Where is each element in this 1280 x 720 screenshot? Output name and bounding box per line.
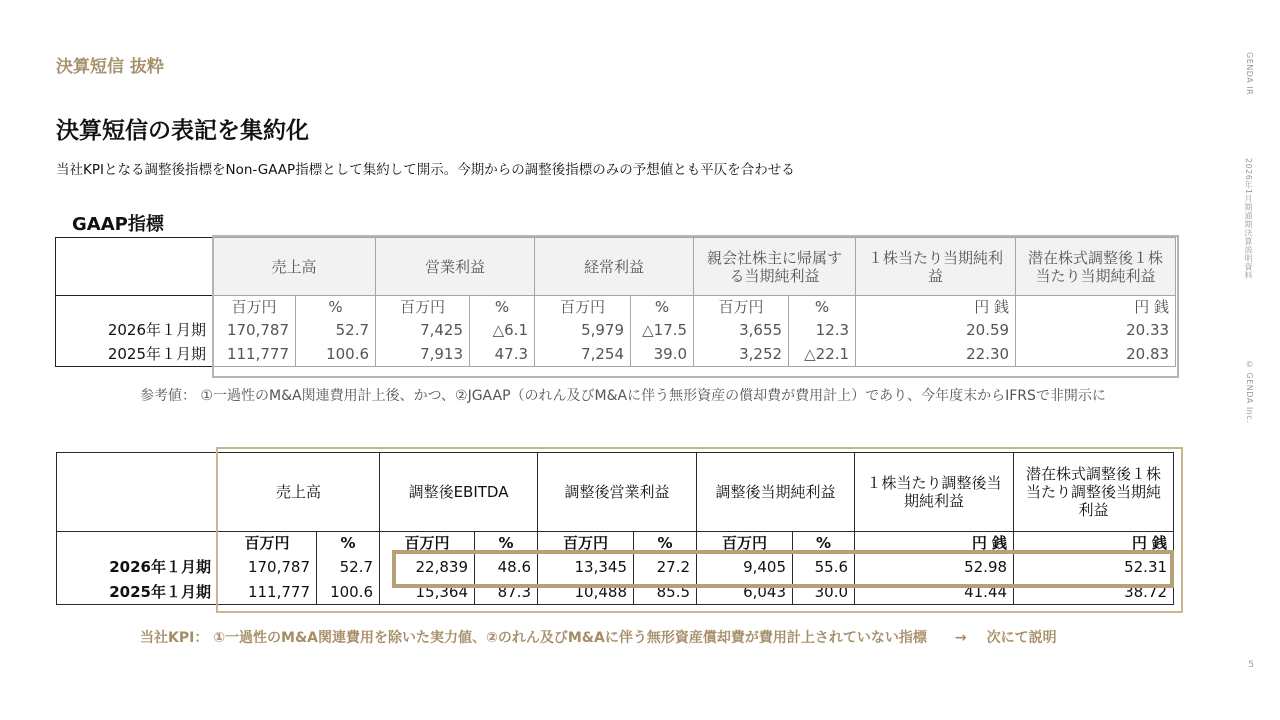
value-cell: 5,979 (535, 318, 631, 342)
corner-cell (57, 532, 218, 555)
value-cell: 52.98 (855, 554, 1014, 579)
unit-cell: 百万円 (218, 532, 317, 555)
value-cell: △17.5 (631, 318, 694, 342)
value-cell: 48.6 (475, 554, 538, 579)
unit-cell: % (475, 532, 538, 555)
value-cell: 20.83 (1016, 342, 1176, 367)
unit-cell: % (789, 296, 856, 319)
gaap-table (55, 237, 1176, 367)
value-cell: 15,364 (380, 579, 475, 605)
value-cell: 52.31 (1014, 554, 1174, 579)
lead-text: 当社KPIとなる調整後指標をNon-GAAP指標として集約して開示。今期からの調整後指標のみの予想値とも平仄を合わせる (56, 162, 795, 178)
unit-cell: 百万円 (376, 296, 470, 319)
unit-cell: 百万円 (694, 296, 789, 319)
value-cell: 7,254 (535, 342, 631, 367)
row-label: 2026年１月期 (56, 318, 213, 342)
header-cell: 経常利益 (535, 238, 694, 296)
row-label: 2025年１月期 (56, 342, 213, 367)
value-cell: 3,252 (694, 342, 789, 367)
value-cell: 12.3 (789, 318, 856, 342)
header-cell: 調整後当期純利益 (697, 453, 855, 532)
unit-cell: 円 銭 (855, 532, 1014, 555)
nongaap-table (56, 452, 1174, 605)
brand-side-label: GENDA IR (1245, 52, 1254, 96)
unit-cell: 百万円 (697, 532, 793, 555)
header-cell: 調整後営業利益 (538, 453, 697, 532)
value-cell: 3,655 (694, 318, 789, 342)
value-cell: 55.6 (793, 554, 855, 579)
corner-cell (56, 296, 213, 319)
header-cell: 潜在株式調整後１株当たり調整後当期純利益 (1014, 453, 1174, 532)
value-cell: 22,839 (380, 554, 475, 579)
value-cell: 6,043 (697, 579, 793, 605)
kpi-note-next: 次にて説明 (986, 630, 1057, 646)
value-cell: 47.3 (470, 342, 535, 367)
unit-cell: 円 銭 (1014, 532, 1174, 555)
gaap-heading: GAAP指標 (72, 214, 164, 235)
table-row (57, 579, 1174, 605)
unit-cell: 百万円 (380, 532, 475, 555)
unit-cell: % (317, 532, 380, 555)
value-cell: 7,425 (376, 318, 470, 342)
row-label: 2025年１月期 (57, 579, 218, 605)
value-cell: 41.44 (855, 579, 1014, 605)
corner-cell (56, 238, 213, 296)
corner-cell (57, 453, 218, 532)
unit-cell: 百万円 (535, 296, 631, 319)
kpi-note-text: 当社KPI： ①一過性のM&A関連費用を除いた実力値、②のれん及びM&Aに伴う無形資産償却費が費用計上されていない指標 (140, 630, 927, 646)
unit-cell: 円 銭 (856, 296, 1016, 319)
value-cell: 7,913 (376, 342, 470, 367)
value-cell: 52.7 (317, 554, 380, 579)
value-cell: 111,777 (213, 342, 296, 367)
value-cell: 87.3 (475, 579, 538, 605)
value-cell: 20.33 (1016, 318, 1176, 342)
header-cell: １株当たり当期純利益 (856, 238, 1016, 296)
value-cell: 39.0 (631, 342, 694, 367)
header-cell: 売上高 (213, 238, 376, 296)
header-cell: 営業利益 (376, 238, 535, 296)
page-number: 5 (1248, 660, 1254, 670)
value-cell: 38.72 (1014, 579, 1174, 605)
table-row (57, 554, 1174, 579)
value-cell: △6.1 (470, 318, 535, 342)
unit-cell: 百万円 (213, 296, 296, 319)
header-cell: 親会社株主に帰属する当期純利益 (694, 238, 856, 296)
value-cell: 20.59 (856, 318, 1016, 342)
unit-cell: 百万円 (538, 532, 634, 555)
value-cell: △22.1 (789, 342, 856, 367)
header-cell: 潜在株式調整後１株当たり当期純利益 (1016, 238, 1176, 296)
unit-cell: % (631, 296, 694, 319)
value-cell: 85.5 (634, 579, 697, 605)
copyright-side-label: © GENDA Inc. (1245, 360, 1254, 424)
header-cell: 調整後EBITDA (380, 453, 538, 532)
arrow-icon: → (954, 630, 967, 646)
kpi-note (140, 627, 1057, 647)
row-label: 2026年１月期 (57, 554, 218, 579)
value-cell: 9,405 (697, 554, 793, 579)
value-cell: 22.30 (856, 342, 1016, 367)
value-cell: 52.7 (296, 318, 376, 342)
value-cell: 170,787 (218, 554, 317, 579)
value-cell: 111,777 (218, 579, 317, 605)
unit-cell: 円 銭 (1016, 296, 1176, 319)
table-row (56, 342, 1176, 367)
unit-cell: % (634, 532, 697, 555)
table-row (56, 318, 1176, 342)
unit-cell: % (793, 532, 855, 555)
value-cell: 30.0 (793, 579, 855, 605)
unit-cell: % (296, 296, 376, 319)
value-cell: 27.2 (634, 554, 697, 579)
unit-cell: % (470, 296, 535, 319)
section-label: 決算短信 抜粋 (56, 57, 164, 77)
value-cell: 170,787 (213, 318, 296, 342)
document-side-label: 2026年1月期通期決算説明資料 (1244, 158, 1253, 280)
reference-note: 参考値： ①一過性のM&A関連費用計上後、かつ、②JGAAP（のれん及びM&Aに伴う無形資産の償却費が費用計上）であり、今年度末からIFRSで非開示に (140, 388, 1106, 404)
value-cell: 10,488 (538, 579, 634, 605)
value-cell: 100.6 (296, 342, 376, 367)
page-title: 決算短信の表記を集約化 (56, 118, 309, 144)
value-cell: 13,345 (538, 554, 634, 579)
header-cell: 売上高 (218, 453, 380, 532)
value-cell: 100.6 (317, 579, 380, 605)
header-cell: １株当たり調整後当期純利益 (855, 453, 1014, 532)
